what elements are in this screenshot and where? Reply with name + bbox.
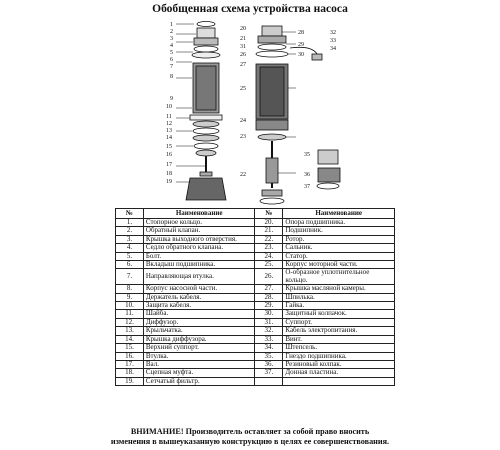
part-name-cell: Стопорное кольцо. <box>143 219 255 227</box>
part-name-cell: Гайка. <box>283 302 395 310</box>
part-name-cell: Донная пластина. <box>283 369 395 377</box>
part-number-cell: 6. <box>116 261 144 269</box>
part-name-cell: Втулка. <box>143 352 255 360</box>
header-number: № <box>255 209 283 219</box>
table-row <box>116 252 395 260</box>
part-name-cell: Корпус насосной части. <box>143 285 255 293</box>
part-name-cell: Крышка диффузора. <box>143 335 255 343</box>
table-header-row <box>116 209 395 219</box>
callout-3: 3 <box>170 36 173 42</box>
callout-13: 13 <box>166 128 172 134</box>
part-name-cell: Обратный клапан. <box>143 227 255 235</box>
header-name: Наименование <box>283 209 395 219</box>
part-number-cell: 9. <box>116 293 144 301</box>
part-number-cell: 10. <box>116 302 144 310</box>
table-row <box>116 352 395 360</box>
callout-28: 28 <box>298 30 304 36</box>
callout-17: 17 <box>166 162 172 168</box>
callout-5: 5 <box>170 50 173 56</box>
callout-19: 19 <box>166 179 172 185</box>
part-name-cell: Сцепная муфта. <box>143 369 255 377</box>
callout-15: 15 <box>166 144 172 150</box>
table-row <box>116 302 395 310</box>
part-number-cell: 15. <box>116 344 144 352</box>
part-number-cell: 24. <box>255 252 283 260</box>
callout-35: 35 <box>304 152 310 158</box>
part-number-cell: 2. <box>116 227 144 235</box>
part-name-cell: Диффузор. <box>143 318 255 326</box>
table-row <box>116 369 395 377</box>
pump-exploded-diagram <box>0 18 500 206</box>
part-number-cell: 32. <box>255 327 283 335</box>
part-number-cell: 29. <box>255 302 283 310</box>
part-number-cell: 26. <box>255 269 283 285</box>
part-number-cell: 17. <box>116 360 144 368</box>
callout-18: 18 <box>166 171 172 177</box>
part-number-cell: 31. <box>255 318 283 326</box>
part-number-cell: 21. <box>255 227 283 235</box>
part-number-cell: 30. <box>255 310 283 318</box>
part-name-cell: Держатель кабеля. <box>143 293 255 301</box>
part-name-cell: Седло обратного клапана. <box>143 244 255 252</box>
callout-8: 8 <box>170 74 173 80</box>
part-name-cell <box>283 377 395 385</box>
part-name-cell: Направляющая втулка. <box>143 269 255 285</box>
callout-1: 1 <box>170 22 173 28</box>
part-name-cell: Штепсель. <box>283 344 395 352</box>
part-name-cell: Болт. <box>143 252 255 260</box>
part-name-cell: Крышка выходного отверстия. <box>143 235 255 243</box>
callout-29: 29 <box>298 42 304 48</box>
part-name-cell: Крышка масляной камеры. <box>283 285 395 293</box>
callout-10: 10 <box>166 104 172 110</box>
callout-9: 9 <box>170 96 173 102</box>
callout-37: 37 <box>304 184 310 190</box>
part-number-cell: 3. <box>116 235 144 243</box>
callout-2: 2 <box>170 29 173 35</box>
table-row <box>116 227 395 235</box>
part-number-cell: 16. <box>116 352 144 360</box>
part-name-cell: Подшипник. <box>283 227 395 235</box>
part-number-cell: 33. <box>255 335 283 343</box>
part-number-cell: 34. <box>255 344 283 352</box>
part-name-cell: Гнездо подшипника. <box>283 352 395 360</box>
warning-note-line2: изменения в вышеуказанную конструкцию в целях ее совершенствования. <box>110 437 390 446</box>
callout-16: 16 <box>166 152 172 158</box>
part-name-cell: Корпус моторной части. <box>283 261 395 269</box>
part-name-cell: Шпилька. <box>283 293 395 301</box>
callout-11: 11 <box>166 114 172 120</box>
table-row <box>116 377 395 385</box>
part-name-cell: Сетчатый фильтр. <box>143 377 255 385</box>
part-name-cell: Кабель электропитания. <box>283 327 395 335</box>
part-number-cell: 14. <box>116 335 144 343</box>
part-number-cell: 23. <box>255 244 283 252</box>
part-name-cell: Защитный колпачок. <box>283 310 395 318</box>
part-number-cell: 22. <box>255 235 283 243</box>
callout-36: 36 <box>304 172 310 178</box>
part-number-cell: 36. <box>255 360 283 368</box>
part-name-cell: Шайба. <box>143 310 255 318</box>
page-title: Обобщенная схема устройства насоса <box>152 3 348 15</box>
part-number-cell: 12. <box>116 318 144 326</box>
callout-4: 4 <box>170 43 173 49</box>
part-number-cell: 19. <box>116 377 144 385</box>
header-number: № <box>116 209 144 219</box>
part-name-cell: Вал. <box>143 360 255 368</box>
part-name-cell: Сальник. <box>283 244 395 252</box>
table-row <box>116 269 395 285</box>
part-name-cell: Крыльчатка. <box>143 327 255 335</box>
part-name-cell: Резиновый колпак. <box>283 360 395 368</box>
warning-note-line1: ВНИМАНИЕ! Производитель оставляет за собой право вносить <box>130 427 370 436</box>
parts-table <box>115 208 395 386</box>
part-number-cell: 8. <box>116 285 144 293</box>
callout-30: 30 <box>298 52 304 58</box>
pump-section-parts <box>186 22 226 201</box>
part-number-cell <box>255 377 283 385</box>
callout-22: 22 <box>240 172 246 178</box>
part-number-cell: 20. <box>255 219 283 227</box>
callout-23: 23 <box>240 134 246 140</box>
part-number-cell: 7. <box>116 269 144 285</box>
part-number-cell: 18. <box>116 369 144 377</box>
callout-31: 31 <box>240 44 246 50</box>
part-number-cell: 28. <box>255 293 283 301</box>
part-name-cell: Верхний суппорт. <box>143 344 255 352</box>
table-row <box>116 285 395 293</box>
callout-26: 26 <box>240 52 246 58</box>
callout-7: 7 <box>170 64 173 70</box>
part-number-cell: 37. <box>255 369 283 377</box>
table-row <box>116 293 395 301</box>
table-row <box>116 318 395 326</box>
part-number-cell: 5. <box>116 252 144 260</box>
part-number-cell: 1. <box>116 219 144 227</box>
part-name-cell: Защита кабеля. <box>143 302 255 310</box>
table-row <box>116 360 395 368</box>
callout-34: 34 <box>330 46 336 52</box>
part-name-cell: Суппорт. <box>283 318 395 326</box>
callout-6: 6 <box>170 57 173 63</box>
table-row <box>116 327 395 335</box>
part-name-cell: Опора подшипника. <box>283 219 395 227</box>
part-number-cell: 11. <box>116 310 144 318</box>
callout-27: 27 <box>240 62 246 68</box>
part-number-cell: 25. <box>255 261 283 269</box>
part-name-cell: О-образное уплотнительное кольцо. <box>283 269 395 285</box>
table-row <box>116 219 395 227</box>
callout-20: 20 <box>240 26 246 32</box>
callout-21: 21 <box>240 36 246 42</box>
table-row <box>116 261 395 269</box>
callout-33: 33 <box>330 38 336 44</box>
part-name-cell: Статор. <box>283 252 395 260</box>
table-row <box>116 235 395 243</box>
callout-12: 12 <box>166 121 172 127</box>
table-row <box>116 310 395 318</box>
table-row <box>116 335 395 343</box>
part-name-cell: Вкладыш подшипника. <box>143 261 255 269</box>
callout-24: 24 <box>240 118 246 124</box>
table-row <box>116 344 395 352</box>
callout-32: 32 <box>330 30 336 36</box>
part-name-cell: Ротор. <box>283 235 395 243</box>
callout-14: 14 <box>166 135 172 141</box>
part-name-cell: Винт. <box>283 335 395 343</box>
part-number-cell: 27. <box>255 285 283 293</box>
callout-25: 25 <box>240 86 246 92</box>
part-number-cell: 35. <box>255 352 283 360</box>
part-number-cell: 13. <box>116 327 144 335</box>
table-row <box>116 244 395 252</box>
header-name: Наименование <box>143 209 255 219</box>
part-number-cell: 4. <box>116 244 144 252</box>
